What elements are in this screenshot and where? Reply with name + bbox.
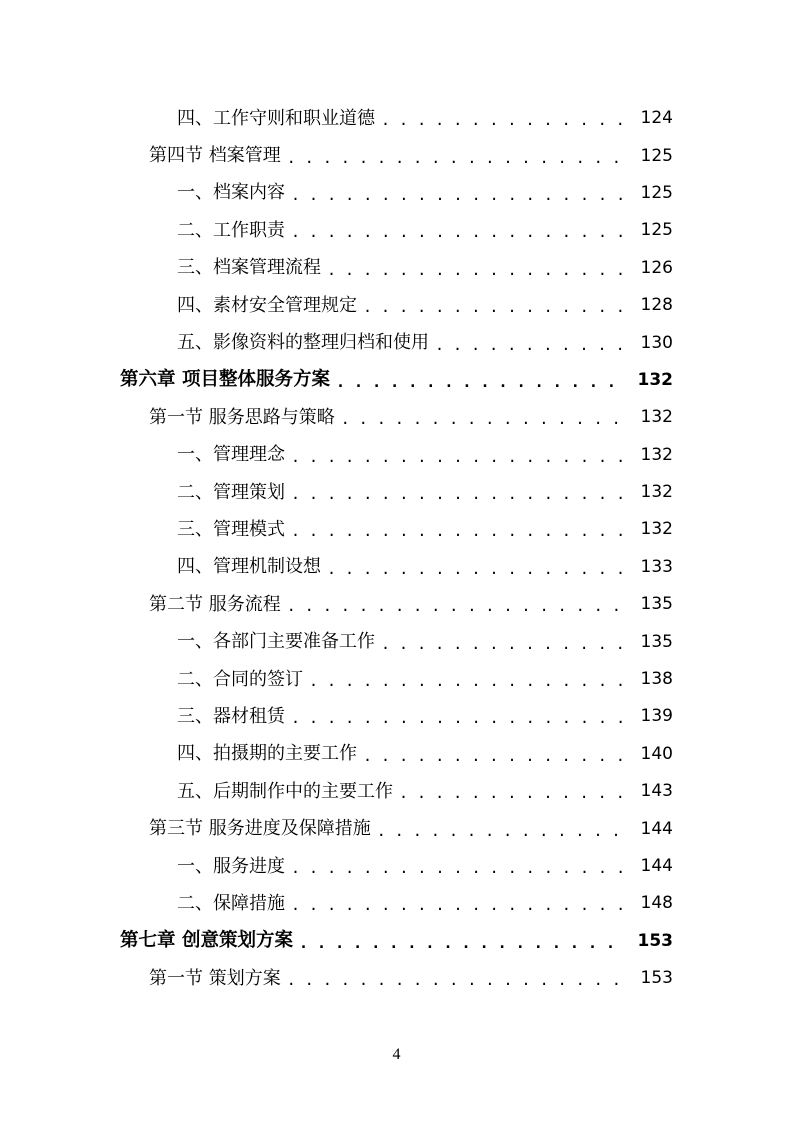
toc-entry-page-number: 125 xyxy=(640,145,673,166)
toc-dot-leader xyxy=(363,300,623,315)
toc-entry-title: 一、档案内容 xyxy=(177,182,285,204)
toc-dot-leader xyxy=(287,151,623,166)
toc-entry-title: 二、工作职责 xyxy=(177,219,285,241)
toc-dot-leader xyxy=(377,824,623,839)
toc-entry-title: 第二节 服务流程 xyxy=(149,593,281,615)
toc-entry-page-number: 130 xyxy=(640,332,673,353)
toc-entry-page-number: 135 xyxy=(640,594,673,615)
toc-dot-leader xyxy=(287,599,623,614)
toc-dot-leader xyxy=(381,113,623,128)
toc-entry-page-number: 132 xyxy=(640,482,673,503)
toc-entry-title: 四、管理机制设想 xyxy=(177,556,321,578)
toc-dot-leader xyxy=(363,749,623,764)
toc-dot-leader xyxy=(291,898,623,913)
toc-entry-item[interactable] xyxy=(0,698,793,735)
toc-entry-item[interactable] xyxy=(0,287,793,324)
toc-entry-page-number: 132 xyxy=(637,369,673,390)
toc-entry-item[interactable] xyxy=(0,250,793,287)
toc-entry-title: 五、后期制作中的主要工作 xyxy=(177,780,393,802)
toc-entry-page-number: 140 xyxy=(640,743,673,764)
toc-entry-page-number: 125 xyxy=(640,220,673,241)
toc-dot-leader xyxy=(309,674,623,689)
toc-entry-item[interactable] xyxy=(0,623,793,660)
toc-entry-section[interactable] xyxy=(0,586,793,623)
toc-dot-leader xyxy=(381,637,623,652)
toc-dot-leader xyxy=(299,936,623,951)
toc-entry-chapter[interactable] xyxy=(0,362,793,399)
toc-entry-page-number: 153 xyxy=(640,968,673,989)
toc-dot-leader xyxy=(291,524,623,539)
toc-entry-page-number: 124 xyxy=(640,108,673,129)
toc-dot-leader xyxy=(291,711,623,726)
toc-dot-leader xyxy=(291,450,623,465)
toc-entry-title: 五、影像资料的整理归档和使用 xyxy=(177,332,429,354)
toc-entry-page-number: 135 xyxy=(640,631,673,652)
toc-entry-title: 三、器材租赁 xyxy=(177,705,285,727)
toc-dot-leader xyxy=(336,375,623,390)
toc-entry-item[interactable] xyxy=(0,474,793,511)
toc-entry-chapter[interactable] xyxy=(0,923,793,960)
toc-entry-title: 四、工作守则和职业道德 xyxy=(177,107,375,129)
toc-entry-title: 第七章 创意策划方案 xyxy=(120,930,293,952)
toc-entry-title: 一、服务进度 xyxy=(177,855,285,877)
toc-entry-item[interactable] xyxy=(0,511,793,548)
toc-dot-leader xyxy=(327,263,623,278)
page-number: 4 xyxy=(392,1046,401,1063)
toc-entry-page-number: 139 xyxy=(640,706,673,727)
toc-entry-title: 第四节 档案管理 xyxy=(149,145,281,167)
toc-entry-title: 三、管理模式 xyxy=(177,518,285,540)
toc-entry-section[interactable] xyxy=(0,399,793,436)
toc-entry-page-number: 128 xyxy=(640,295,673,316)
toc-entry-item[interactable] xyxy=(0,848,793,885)
toc-dot-leader xyxy=(399,786,623,801)
toc-dot-leader xyxy=(291,861,623,876)
toc-entry-item[interactable] xyxy=(0,736,793,773)
toc-entry-page-number: 138 xyxy=(640,669,673,690)
toc-entry-section[interactable] xyxy=(0,810,793,847)
toc-entry-title: 二、合同的签订 xyxy=(177,668,303,690)
toc-entry-title: 三、档案管理流程 xyxy=(177,257,321,279)
toc-entry-title: 一、各部门主要准备工作 xyxy=(177,631,375,653)
toc-entry-item[interactable] xyxy=(0,212,793,249)
toc-entry-page-number: 132 xyxy=(640,519,673,540)
toc-entry-title: 四、拍摄期的主要工作 xyxy=(177,743,357,765)
toc-entry-item[interactable] xyxy=(0,324,793,361)
toc-entry-page-number: 132 xyxy=(640,444,673,465)
toc-entry-title: 二、保障措施 xyxy=(177,892,285,914)
toc-entry-page-number: 126 xyxy=(640,257,673,278)
toc-entry-section[interactable] xyxy=(0,137,793,174)
toc-entry-page-number: 153 xyxy=(637,930,673,951)
toc-entry-title: 四、素材安全管理规定 xyxy=(177,294,357,316)
toc-entry-item[interactable] xyxy=(0,100,793,137)
toc-entry-page-number: 144 xyxy=(640,856,673,876)
toc-entry-item[interactable] xyxy=(0,885,793,922)
toc-entry-title: 二、管理策划 xyxy=(177,481,285,503)
toc-entry-item[interactable] xyxy=(0,549,793,586)
toc-entry-page-number: 125 xyxy=(640,182,673,203)
toc-entry-title: 第三节 服务进度及保障措施 xyxy=(149,818,371,840)
toc-entry-title: 第一节 服务思路与策略 xyxy=(149,406,335,428)
toc-entry-page-number: 133 xyxy=(640,556,673,577)
toc-dot-leader xyxy=(327,562,623,577)
toc-dot-leader xyxy=(341,412,623,427)
toc-entry-item[interactable] xyxy=(0,773,793,810)
toc-entry-section[interactable] xyxy=(0,960,793,997)
toc-entry-title: 第一节 策划方案 xyxy=(149,967,281,989)
toc-entry-page-number: 144 xyxy=(640,818,673,839)
toc-entry-item[interactable] xyxy=(0,175,793,212)
toc-entry-title: 一、管理理念 xyxy=(177,444,285,466)
toc-dot-leader xyxy=(291,188,623,203)
toc-entry-item[interactable] xyxy=(0,661,793,698)
toc-entry-page-number: 148 xyxy=(640,893,673,914)
toc-dot-leader xyxy=(287,973,623,988)
toc-entry-item[interactable] xyxy=(0,437,793,474)
toc-entry-page-number: 132 xyxy=(640,407,673,428)
toc-entry-title: 第六章 项目整体服务方案 xyxy=(120,369,330,391)
toc-entry-page-number: 143 xyxy=(640,781,673,802)
table-of-contents xyxy=(0,100,793,997)
toc-dot-leader xyxy=(291,487,623,502)
toc-dot-leader xyxy=(435,338,623,353)
toc-dot-leader xyxy=(291,225,623,240)
